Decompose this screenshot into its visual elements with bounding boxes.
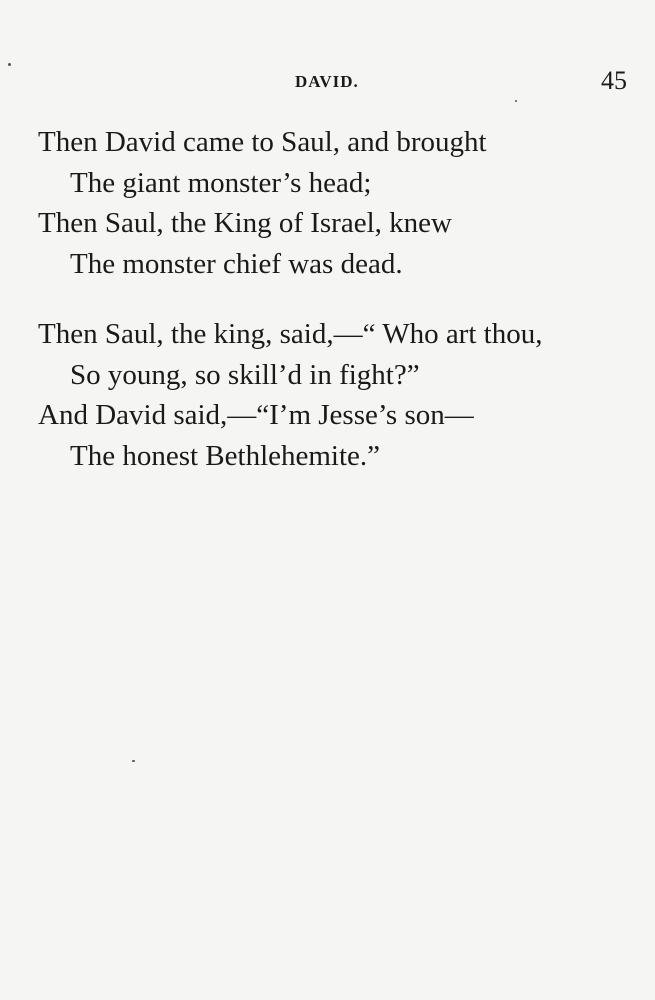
running-head (0, 66, 655, 102)
poem-line: So young, so skill’d in fight?” (70, 358, 420, 391)
running-title: DAVID. (295, 72, 359, 91)
poem-line: Then Saul, the king, said,—“ Who art thou, (38, 318, 543, 350)
print-speck (8, 63, 11, 66)
poem (38, 122, 638, 506)
print-speck (515, 100, 517, 102)
stanza-1 (38, 122, 638, 284)
page-number: 45 (601, 66, 627, 95)
poem-line: The monster chief was dead. (70, 247, 403, 280)
stanza-2 (38, 314, 638, 476)
poem-line: The honest Bethlehemite.” (70, 439, 381, 472)
poem-line: The giant monster’s head; (70, 166, 372, 199)
poem-line: Then Saul, the King of Israel, knew (38, 207, 452, 239)
print-speck (132, 760, 135, 762)
poem-line: And David said,—“I’m Jesse’s son— (38, 399, 474, 431)
poem-line: Then David came to Saul, and brought (38, 126, 487, 158)
